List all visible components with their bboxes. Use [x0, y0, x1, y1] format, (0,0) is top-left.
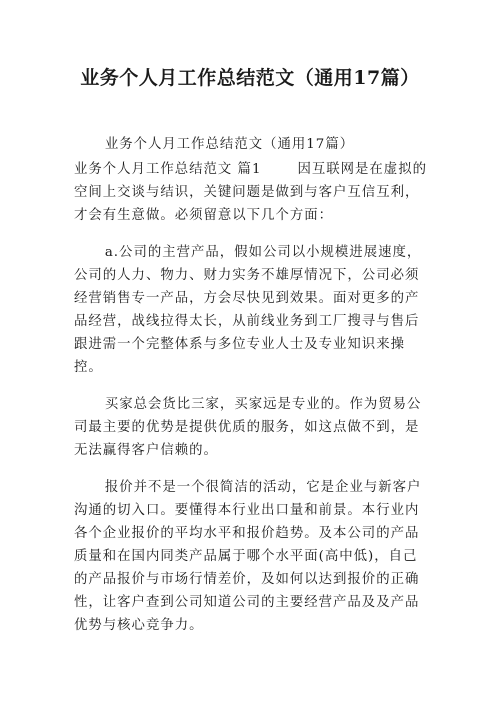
paragraph-2: a.公司的主营产品，假如公司以小规模进展速度，公司的人力、物力、财力实务不雄厚情况下，公司必须经营销售专一产品，方会尽快见到效果。面对更多的产品经营，战线拉得太长，从前线业务到工厂搜寻与售后跟进需一个完整体系与多位专业人士及专业知识来操控。 — [74, 245, 422, 375]
paragraph-4: 报价并不是一个很简洁的活动，它是企业与新客户沟通的切入口。要懂得本行业出口量和前景。本行业内各个企业报价的平均水平和报价趋势。及本公司的产品质量和在国内同类产品属于哪个水平面(高中低)，自己的产品报价与市场行情差价，及如何以达到报价的正确性，让客户查到公司知道公司的主要经营产品及及产品优势与核心竞争力。 — [74, 480, 422, 633]
document-subtitle: 业务个人月工作总结范文（通用17篇） — [104, 137, 355, 152]
paragraph-3: 买家总会货比三家，买家远是专业的。作为贸易公司最主要的优势是提供优质的服务，如这点做不到，是无法赢得客户信赖的。 — [74, 397, 422, 458]
intro-paragraph — [74, 158, 430, 227]
document-title: 业务个人月工作总结范文（通用17篇） — [80, 67, 420, 89]
document-body — [74, 133, 430, 651]
section-heading: 业务个人月工作总结范文 篇1 — [74, 162, 262, 177]
paragraph-1: 因互联网是在虚拟的空间上交谈与结识，关键问题是做到与客户互信互利，才会有生意做。必须留意以下几个方面： — [74, 162, 427, 223]
